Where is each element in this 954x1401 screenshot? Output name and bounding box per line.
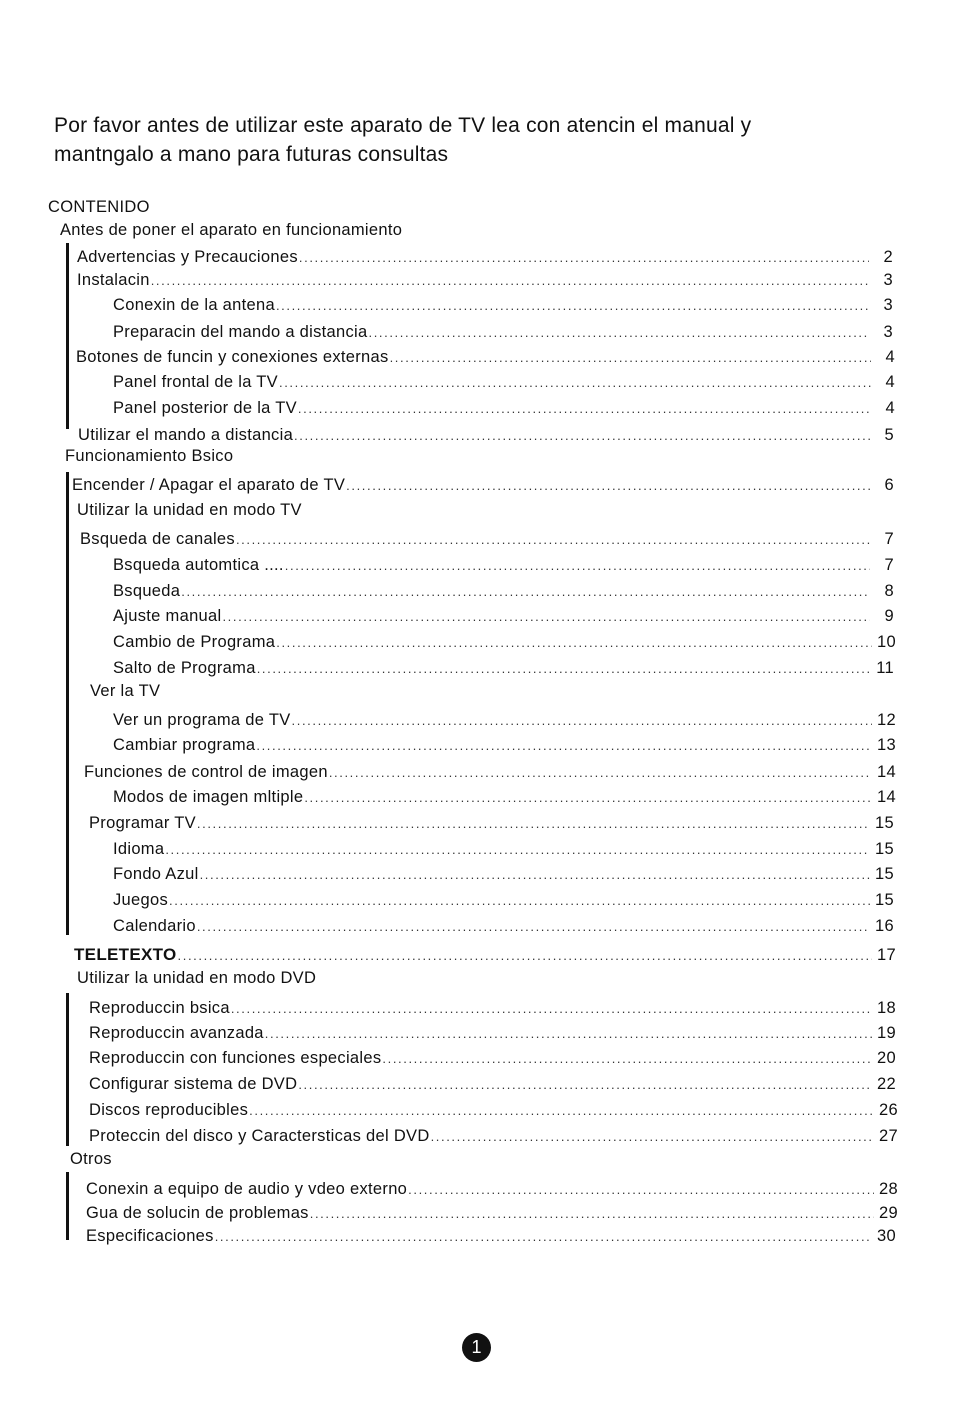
leader-dots [222, 610, 870, 623]
toc-entry-page: 26 [879, 1101, 898, 1119]
toc-entry[interactable] [113, 553, 894, 575]
leader-dots [294, 429, 870, 442]
leader-dots [215, 1230, 872, 1243]
toc-section-heading: Otros [70, 1150, 112, 1168]
toc-entry-label: Especificaciones [86, 1227, 214, 1245]
leader-dots [178, 949, 872, 962]
toc-entry-page: 13 [877, 736, 896, 754]
toc-entry-label: Configurar sistema de DVD [89, 1075, 298, 1093]
toc-entry[interactable] [84, 760, 896, 782]
section-bar [66, 1172, 69, 1240]
leader-dots [197, 920, 870, 933]
toc-entry[interactable] [113, 630, 896, 652]
toc-entry-label: Ajuste manual [113, 607, 222, 625]
toc-entry-page: 7 [884, 556, 894, 574]
toc-entry-label: Funciones de control de imagen [84, 763, 328, 781]
toc-entry-page: 16 [875, 917, 894, 935]
toc-entry-page: 17 [877, 946, 896, 964]
toc-entry[interactable] [89, 1072, 896, 1094]
toc-entry-label: Instalacin [77, 271, 150, 289]
toc-entry-page: 10 [877, 633, 896, 651]
toc-entry[interactable] [89, 996, 896, 1018]
toc-subsection-heading: Utilizar la unidad en modo DVD [77, 969, 317, 987]
toc-entry-label: Idioma [113, 840, 165, 858]
leader-dots [298, 1078, 872, 1091]
toc-entry-label: Cambio de Programa [113, 633, 276, 651]
toc-entry[interactable] [113, 733, 896, 755]
toc-entry-label: Panel posterior de la TV [113, 399, 297, 417]
toc-entry-page: 8 [884, 582, 894, 600]
toc-entry[interactable] [113, 837, 894, 859]
leader-dots [257, 662, 870, 675]
toc-entry-label: Programar TV [89, 814, 196, 832]
leader-dots [304, 791, 872, 804]
toc-entry-page: 15 [875, 865, 894, 883]
section-bar [66, 472, 69, 935]
leader-dots [200, 868, 870, 881]
toc-entry-page: 22 [877, 1075, 896, 1093]
page-number-badge: 1 [462, 1333, 491, 1362]
toc-entry[interactable] [113, 396, 895, 418]
toc-entry[interactable] [89, 811, 894, 833]
toc-entry-label: Botones de funcin y conexiones externas [76, 348, 389, 366]
toc-entry-label: Gua de solucin de problemas [86, 1204, 309, 1222]
toc-entry-label: Modos de imagen mltiple [113, 788, 304, 806]
leader-dots [197, 817, 870, 830]
toc-subsection-heading: Ver la TV [90, 682, 161, 700]
leader-dots [299, 251, 869, 264]
toc-entry[interactable] [80, 527, 894, 549]
toc-entry[interactable] [113, 862, 894, 884]
toc-entry-label: Encender / Apagar el aparato de TV [72, 476, 346, 494]
toc-entry-page: 11 [876, 659, 894, 677]
toc-entry-page: 18 [877, 999, 896, 1017]
toc-entry-label: Reproduccin con funciones especiales [89, 1049, 382, 1067]
toc-entry-label: Bsqueda [113, 582, 181, 600]
toc-entry-label: Panel frontal de la TV [113, 373, 278, 391]
leader-dots [298, 402, 871, 415]
toc-entry[interactable] [113, 604, 894, 626]
leader-dots [151, 274, 869, 287]
toc-entry-page: 4 [885, 399, 895, 417]
section-bar [66, 243, 69, 429]
leader-dots [276, 299, 869, 312]
leader-dots [256, 739, 872, 752]
toc-entry-page: 3 [883, 296, 893, 314]
leader-dots [231, 1002, 872, 1015]
toc-entry[interactable] [113, 293, 893, 315]
section-bar [66, 993, 69, 1146]
leader-dots [431, 1130, 874, 1143]
toc-entry-page: 3 [883, 271, 893, 289]
toc-entry-label: Advertencias y Precauciones [77, 248, 298, 266]
toc-entry-page: 4 [885, 373, 895, 391]
toc-entry-label: Discos reproducibles [89, 1101, 249, 1119]
toc-entry[interactable] [86, 1224, 896, 1246]
toc-entry[interactable] [72, 473, 894, 495]
toc-entry-label: Fondo Azul [113, 865, 199, 883]
leader-dots [346, 479, 870, 492]
toc-entry-label: TELETEXTO [74, 945, 177, 964]
toc-entry[interactable] [77, 268, 893, 290]
toc-entry[interactable] [89, 1098, 898, 1120]
toc-entry-label: Salto de Programa [113, 659, 256, 677]
toc-entry-page: 12 [877, 711, 896, 729]
toc-entry-page: 27 [879, 1127, 898, 1145]
toc-entry-label: Bsqueda de canales [80, 530, 235, 548]
toc-entry-page: 4 [885, 348, 895, 366]
toc-entry-page: 19 [877, 1024, 896, 1042]
toc-entry[interactable] [113, 914, 894, 936]
toc-entry[interactable] [78, 423, 894, 445]
intro-line-2: mantngalo a mano para futuras consultas [54, 143, 449, 166]
toc-entry[interactable] [86, 1201, 898, 1223]
toc-entry-page: 6 [884, 476, 894, 494]
toc-entry[interactable] [113, 785, 896, 807]
toc-entry-page: 29 [879, 1204, 898, 1222]
toc-entry-label: Preparacin del mando a distancia [113, 323, 368, 341]
toc-entry-label: Cambiar programa [113, 736, 256, 754]
toc-entry-teletext[interactable] [74, 943, 896, 965]
leader-dots [369, 326, 870, 339]
leader-dots [285, 559, 870, 572]
leader-dots [382, 1052, 872, 1065]
toc-entry-page: 7 [884, 530, 894, 548]
leader-dots [329, 766, 872, 779]
toc-title: CONTENIDO [48, 198, 150, 216]
toc-entry-page: 14 [877, 788, 896, 806]
leader-dots [181, 585, 870, 598]
toc-entry-page: 15 [875, 814, 894, 832]
toc-entry[interactable] [86, 1177, 898, 1199]
toc-entry-label: Juegos [113, 891, 169, 909]
toc-entry-page: 15 [875, 840, 894, 858]
toc-entry[interactable] [113, 370, 895, 392]
toc-entry[interactable] [89, 1124, 898, 1146]
toc-entry-label: Proteccin del disco y Caractersticas del DVD [89, 1127, 430, 1145]
toc-entry-label: Reproduccin bsica [89, 999, 230, 1017]
leader-dots [292, 714, 872, 727]
toc-entry-page: 15 [875, 891, 894, 909]
toc-entry-page: 9 [884, 607, 894, 625]
toc-entry[interactable] [113, 656, 894, 678]
toc-subsection-heading: Utilizar la unidad en modo TV [77, 501, 302, 519]
toc-entry-label: Ver un programa de TV [113, 711, 291, 729]
toc-entry[interactable] [77, 245, 893, 267]
toc-entry-page: 30 [877, 1227, 896, 1245]
leader-dots [408, 1183, 874, 1196]
toc-entry-page: 5 [884, 426, 894, 444]
toc-entry-label: Conexin de la antena [113, 296, 275, 314]
toc-section-heading: Antes de poner el aparato en funcionamiento [60, 221, 403, 239]
leader-dots [165, 843, 870, 856]
toc-entry[interactable] [113, 320, 893, 342]
toc-entry-page: 14 [877, 763, 896, 781]
leader-dots [279, 376, 871, 389]
toc-entry[interactable] [113, 708, 896, 730]
toc-entry-label: Reproduccin avanzada [89, 1024, 264, 1042]
leader-dots [276, 636, 872, 649]
leader-dots [169, 894, 870, 907]
toc-entry[interactable] [89, 1021, 896, 1043]
toc-entry-label: Conexin a equipo de audio y vdeo externo [86, 1180, 408, 1198]
leader-dots [249, 1104, 874, 1117]
toc-section-heading: Funcionamiento Bsico [65, 447, 234, 465]
toc-entry-label: Calendario [113, 917, 196, 935]
leader-dots [265, 1027, 872, 1040]
leader-dots [310, 1207, 874, 1220]
toc-entry-page: 20 [877, 1049, 896, 1067]
leader-dots [236, 533, 870, 546]
toc-entry[interactable] [76, 345, 895, 367]
toc-entry-page: 28 [879, 1180, 898, 1198]
toc-entry-page: 3 [883, 323, 893, 341]
intro-line-1: Por favor antes de utilizar este aparato de TV lea con atencin el manual y [54, 114, 752, 137]
toc-entry[interactable] [89, 1046, 896, 1068]
toc-entry-label: Utilizar el mando a distancia [78, 426, 294, 444]
toc-entry-page: 2 [883, 248, 893, 266]
leader-dots [390, 351, 871, 364]
toc-entry[interactable] [113, 888, 894, 910]
toc-entry-label: Bsqueda automtica .... [113, 556, 284, 574]
toc-entry[interactable] [113, 579, 894, 601]
